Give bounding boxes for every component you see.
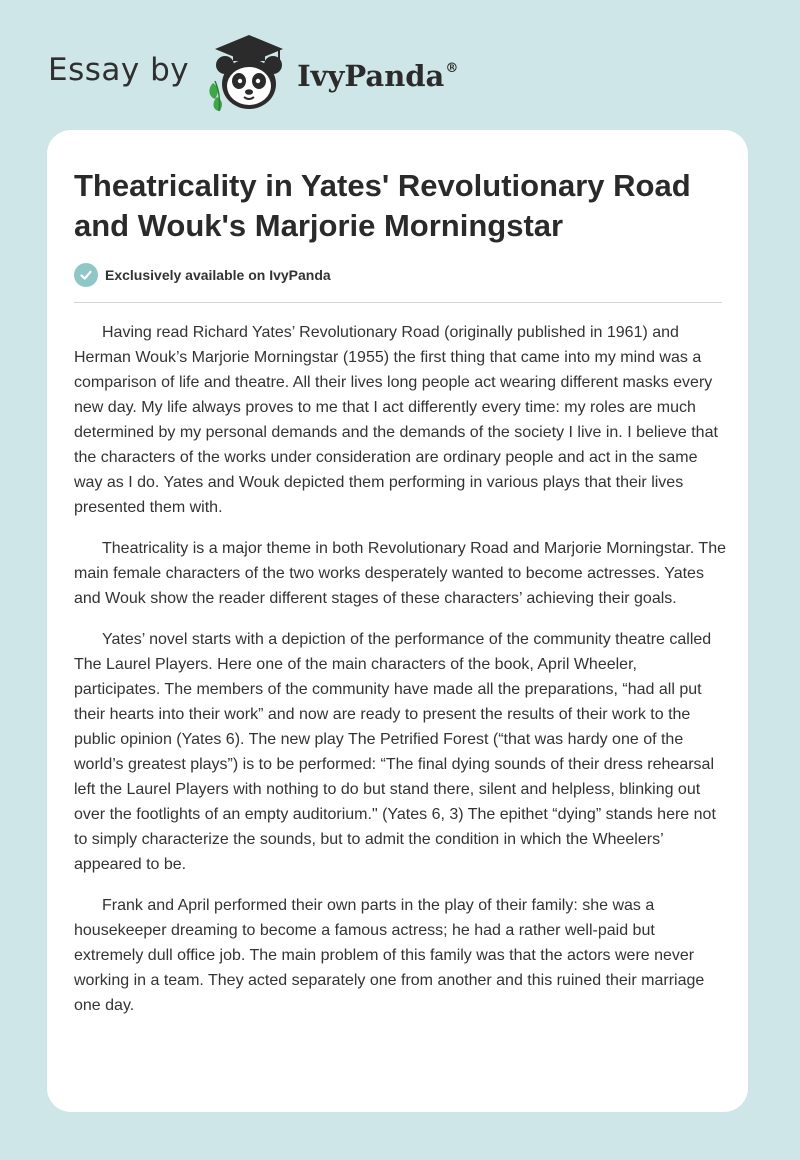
paragraph: Having read Richard Yates’ Revolutionary Road (originally published in 1961) and Herman Wouk’s Marjorie Morningstar (1955) the first thing that came into my mind was a comparison of life and theatre. All their lives long people act wearing different masks every new day. My life always proves to me that I act differently every time: my roles are much determined by my personal demands and the demands of the society I live in. I believe that the characters of the works under consideration are ordinary people and act in the same way as I do. Yates and Wouk depicted them performing in various plays that their lives presented them with.	[74, 324, 718, 516]
check-icon	[74, 263, 98, 287]
essay-by-label: Essay by	[48, 52, 190, 88]
badge-label: Exclusively available on IvyPanda	[105, 267, 331, 283]
paragraph: Yates’ novel starts with a depiction of the performance of the community theatre called The Laurel Players. Here one of the main characters of the book, April Wheeler, participates. The members of the community have made all the preparations, “had all put their hearts into their work” and now are ready to present the results of their work to the public opinion (Yates 6). The new play The Petrified Forest (“that was hardy one of the world’s greatest plays”) is to be performed: “The final dying sounds of their dress rehearsal left the Laurel Players with nothing to do but stand there, silent and helpless, blinking out over the footlights of an empty auditorium." (Yates 6, 3) The epithet “dying” stands here not to simply characterize the sounds, but to admit the condition in which the Wheelers’ appeared to be.	[74, 631, 716, 873]
page-title: Theatricality in Yates' Revolutionary Road and Wouk's Marjorie Morningstar	[74, 168, 691, 243]
divider	[74, 302, 722, 303]
panda-logo-icon	[205, 31, 291, 115]
paragraph: Frank and April performed their own parts in the play of their family: she was a housekeeper dreaming to become a famous actress; he had a rather well-paid but extremely dull office job. The main problem of this family was that the actors were never working in a team. They acted separately one from another and this ruined their marriage one day.	[74, 897, 705, 1014]
essay-body	[74, 320, 726, 1034]
essay-card	[47, 130, 748, 1112]
paragraph: Theatricality is a major theme in both Revolutionary Road and Marjorie Morningstar. The main female characters of the two works desperately wanted to become actresses. Yates and Wouk show the reader different stages of these characters’ achieving their goals.	[74, 540, 726, 607]
site-header	[48, 28, 458, 118]
exclusive-badge	[74, 263, 331, 287]
brand-name: IvyPanda®	[297, 59, 459, 93]
registered-mark: ®	[445, 61, 459, 76]
